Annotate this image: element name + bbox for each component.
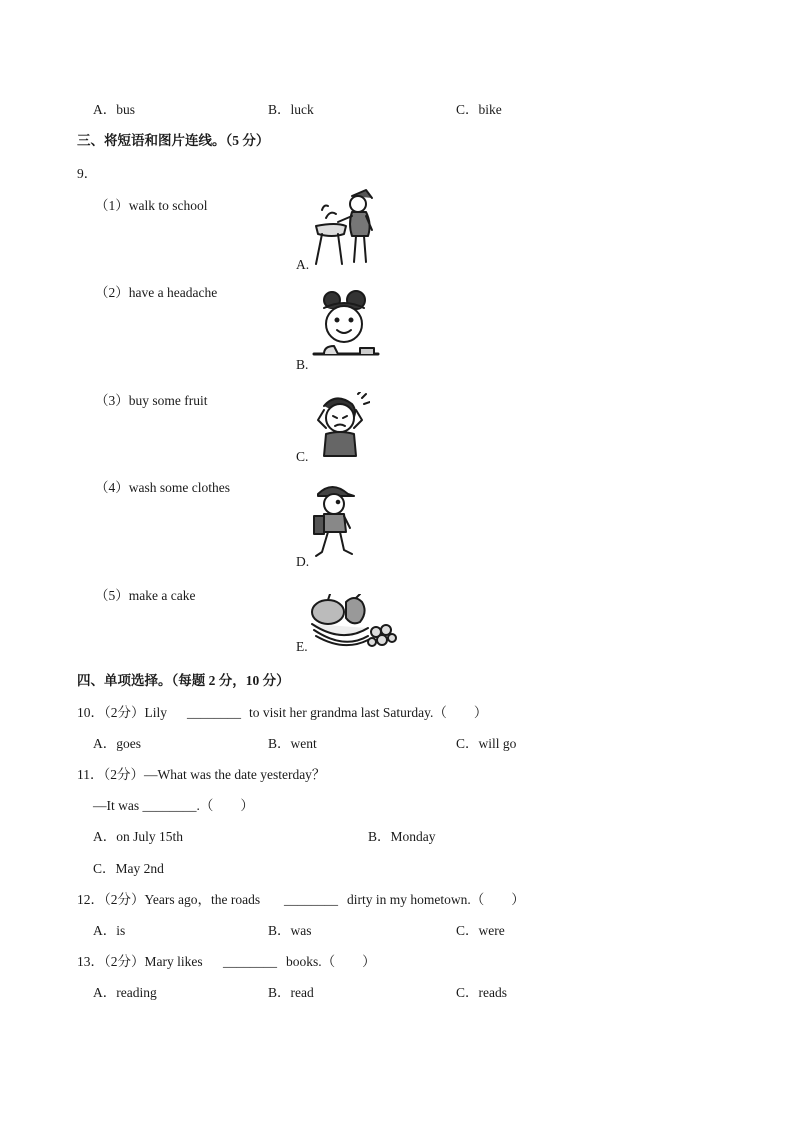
- picture-label-d: D.: [296, 554, 310, 569]
- q9-phrase-4[interactable]: （4）wash some clothes: [95, 480, 230, 495]
- q13-option-c[interactable]: C．reads: [456, 985, 507, 1000]
- girl-washing-clothes-icon[interactable]: [308, 188, 380, 268]
- q13-option-a[interactable]: A．reading: [93, 985, 157, 1000]
- q8-option-a[interactable]: A．bus: [93, 102, 136, 117]
- section3-heading: 三、将短语和图片连线。（5 分）: [77, 133, 270, 148]
- girl-with-cake-icon[interactable]: [310, 288, 382, 360]
- q10-option-c[interactable]: C．will go: [456, 736, 517, 751]
- q8-option-b[interactable]: B．luck: [268, 102, 314, 117]
- q12-prefix: 12．（2分）Years ago，the roads: [77, 892, 261, 907]
- q11-option-c[interactable]: C．May 2nd: [93, 861, 164, 876]
- q13-prefix: 13．（2分）Mary likes: [77, 954, 203, 969]
- q11-option-b[interactable]: B．Monday: [368, 829, 436, 844]
- section4-heading: 四、单项选择。（每题 2 分，10 分）: [77, 673, 290, 688]
- picture-label-a: A.: [296, 257, 310, 272]
- q13-suffix: books.（ ）: [286, 954, 376, 969]
- q12-option-c[interactable]: C．were: [456, 923, 505, 938]
- picture-label-e: E.: [296, 639, 308, 654]
- q9-phrase-5[interactable]: （5）make a cake: [95, 588, 196, 603]
- q9-phrase-3[interactable]: （3）buy some fruit: [95, 393, 208, 408]
- q11-answer-line[interactable]: —It was ________.（ ）: [93, 798, 254, 813]
- q9-phrase-1[interactable]: （1）walk to school: [95, 198, 208, 213]
- boy-walking-to-school-icon[interactable]: [310, 482, 356, 562]
- q10-suffix: to visit her grandma last Saturday.（ ）: [249, 705, 488, 720]
- q10-prefix: 10．（2分）Lily: [77, 705, 167, 720]
- q12-option-a[interactable]: A．is: [93, 923, 126, 938]
- q9-number: 9．: [77, 166, 98, 181]
- q11-option-a[interactable]: A．on July 15th: [93, 829, 184, 844]
- q11-prompt: 11．（2分）—What was the date yesterday？: [77, 767, 326, 782]
- q9-phrase-2[interactable]: （2）have a headache: [95, 285, 218, 300]
- q10-option-b[interactable]: B．went: [268, 736, 317, 751]
- q12-blank[interactable]: ________: [284, 892, 338, 907]
- picture-label-c: C.: [296, 449, 309, 464]
- q10-option-a[interactable]: A．goes: [93, 736, 141, 751]
- q10-blank[interactable]: ________: [187, 705, 241, 720]
- q13-option-b[interactable]: B．read: [268, 985, 314, 1000]
- fruit-basket-icon[interactable]: [306, 594, 398, 650]
- q13-blank[interactable]: ________: [223, 954, 277, 969]
- q8-option-c[interactable]: C．bike: [456, 102, 502, 117]
- q12-suffix: dirty in my hometown.（ ）: [347, 892, 525, 907]
- q12-option-b[interactable]: B．was: [268, 923, 312, 938]
- boy-headache-icon[interactable]: [310, 392, 370, 458]
- picture-label-b: B.: [296, 357, 309, 372]
